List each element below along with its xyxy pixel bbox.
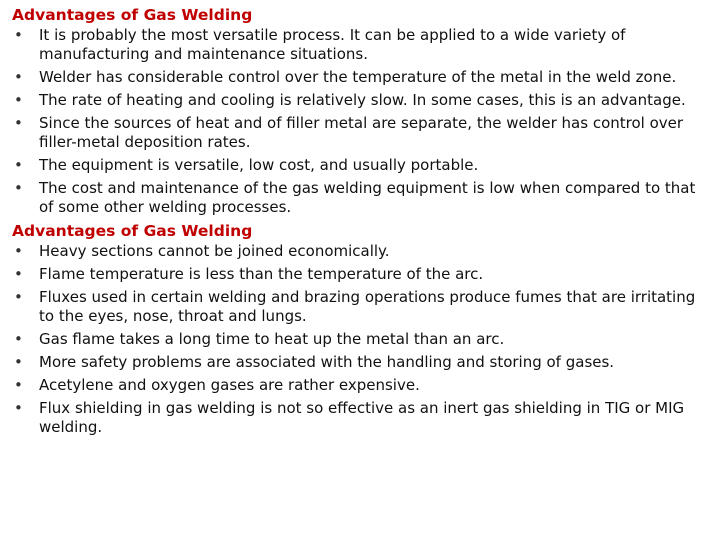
list-item <box>12 288 708 326</box>
advantages-list <box>12 26 708 217</box>
list-item-text: Flame temperature is less than the temperature of the arc. <box>39 265 484 283</box>
bullet-icon: • <box>14 68 23 86</box>
list-item-text: More safety problems are associated with the handling and storing of gases. <box>39 353 615 371</box>
bullet-icon: • <box>14 91 23 109</box>
list-item-text: Acetylene and oxygen gases are rather expensive. <box>39 376 420 394</box>
bullet-icon: • <box>14 179 23 197</box>
list-item-text: The equipment is versatile, low cost, and usually portable. <box>39 156 479 174</box>
list-item <box>12 68 708 87</box>
list-item <box>12 242 708 261</box>
bullet-icon: • <box>14 242 23 260</box>
section-heading-disadvantages: Advantages of Gas Welding <box>12 222 253 240</box>
list-item-text: Since the sources of heat and of filler metal are separate, the welder has control over filler-metal deposition rates. <box>39 114 684 151</box>
section-heading-advantages: Advantages of Gas Welding <box>12 6 253 24</box>
bullet-icon: • <box>14 26 23 44</box>
list-item <box>12 26 708 64</box>
slide-content <box>12 5 708 441</box>
disadvantages-list <box>12 242 708 437</box>
list-item <box>12 376 708 395</box>
list-item <box>12 330 708 349</box>
list-item <box>12 114 708 152</box>
bullet-icon: • <box>14 265 23 283</box>
list-item-text: It is probably the most versatile process. It can be applied to a wide variety of manufacturing and maintenance situations. <box>39 26 626 63</box>
list-item-text: Gas flame takes a long time to heat up the metal than an arc. <box>39 330 505 348</box>
list-item <box>12 156 708 175</box>
list-item <box>12 91 708 110</box>
list-item-text: The cost and maintenance of the gas welding equipment is low when compared to that of some other welding processes. <box>39 179 696 216</box>
list-item <box>12 179 708 217</box>
bullet-icon: • <box>14 330 23 348</box>
bullet-icon: • <box>14 399 23 417</box>
list-item-text: Welder has considerable control over the temperature of the metal in the weld zone. <box>39 68 677 86</box>
bullet-icon: • <box>14 288 23 306</box>
list-item-text: The rate of heating and cooling is relatively slow. In some cases, this is an advantage. <box>39 91 686 109</box>
list-item-text: Heavy sections cannot be joined economically. <box>39 242 390 260</box>
bullet-icon: • <box>14 376 23 394</box>
list-item-text: Flux shielding in gas welding is not so effective as an inert gas shielding in TIG or MIG welding. <box>39 399 685 436</box>
list-item <box>12 265 708 284</box>
list-item <box>12 399 708 437</box>
list-item-text: Fluxes used in certain welding and brazing operations produce fumes that are irritating to the eyes, nose, throat and lungs. <box>39 288 696 325</box>
list-item <box>12 353 708 372</box>
bullet-icon: • <box>14 114 23 132</box>
bullet-icon: • <box>14 156 23 174</box>
bullet-icon: • <box>14 353 23 371</box>
